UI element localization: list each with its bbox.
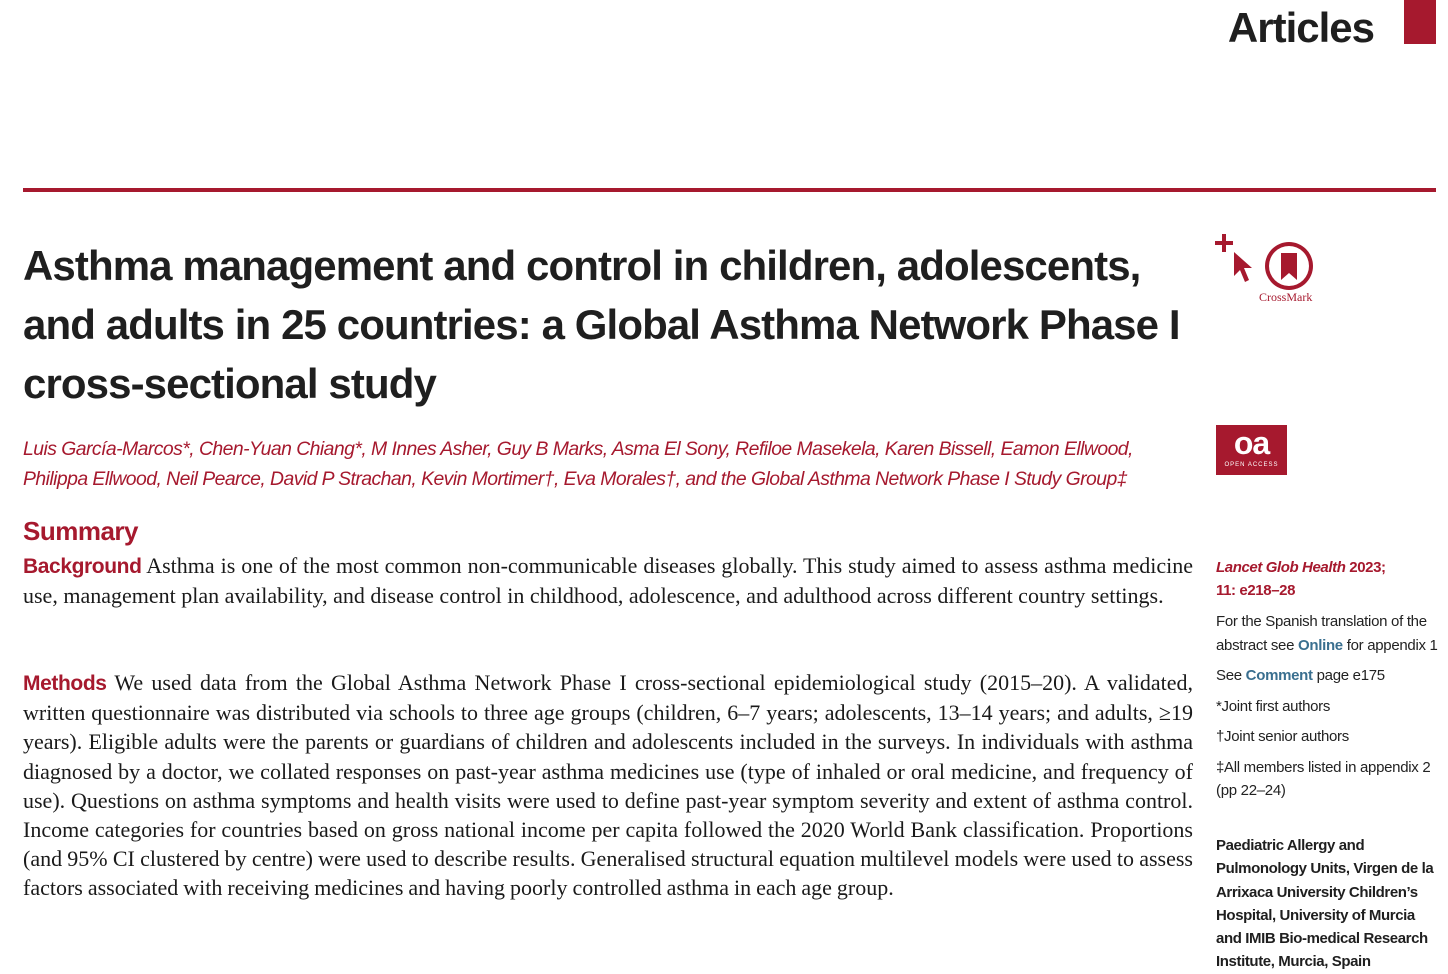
- oa-logo-text: oa: [1233, 425, 1270, 461]
- background-text: Asthma is one of the most common non-communicable diseases globally. This study aimed to assess asthma medicine use, management plan availability, and disease control in childhood, adolescence, and adulthood across different country settings.: [23, 553, 1193, 609]
- corner-accent-block: [1404, 0, 1436, 44]
- header-rule: [23, 188, 1436, 192]
- section-label: Articles: [1227, 4, 1374, 51]
- spanish-translation-note: [1216, 610, 1442, 657]
- spanish-note-text: For the Spanish translation of the abstract see: [1216, 613, 1427, 654]
- online-link[interactable]: Online: [1297, 636, 1343, 654]
- oa-caption: OPEN ACCESS: [1224, 462, 1279, 468]
- background-paragraph: [23, 551, 1193, 610]
- affiliation-text: Paediatric Allergy and Pulmonology Units, Virgen de la Arrixaca University Children’s Hospital, University of Murcia and IMIB Bio-medical Research Institute, Murcia, Spain: [1216, 837, 1434, 971]
- background-label: Background: [23, 555, 142, 578]
- methods-text: We used data from the Global Asthma Network Phase I cross-sectional epidemiological study (2015–20). A validated, written questionnaire was distributed via schools to three age groups (children, 6–7 years; adolescents, 13–14 years; and adults, ≥19 years). Eligible adults were the parents or guardians of children and adolescents included in the surveys. In individuals with asthma diagnosed by a doctor, we collated responses on past-year asthma medicines use (type of inhaled or oral medicine, and frequency of use). Questions on asthma symptoms and health visits were used to define past-year symptom severity and extent of asthma control. Income categories for countries based on gross national income per capita followed the 2020 World Bank classification. Proportions (and 95% CI clustered by centre) were used to describe results. Generalised structural equation multilevel models were used to assess factors associated with receiving medicines and having poorly controlled asthma in each age group.: [23, 670, 1193, 901]
- spanish-note-suffix: for appendix 1: [1342, 636, 1438, 654]
- summary-heading: Summary: [23, 516, 138, 546]
- citation-block: [1216, 556, 1442, 602]
- joint-senior-note: †Joint senior authors: [1216, 728, 1349, 745]
- article-title: Asthma management and control in children, adolescents, and adults in 25 countries: a Global Asthma Network Phase I cross-sectional study: [23, 242, 1180, 407]
- citation-pages: 11: e218–28: [1216, 582, 1296, 599]
- comment-prefix: See: [1216, 667, 1246, 684]
- members-note: ‡All members listed in appendix 2 (pp 22–24): [1216, 758, 1431, 799]
- methods-label: Methods: [23, 672, 107, 695]
- methods-paragraph: [23, 668, 1193, 903]
- crossmark-label[interactable]: CrossMark: [1259, 290, 1313, 304]
- comment-note: [1216, 664, 1442, 688]
- sidebar-notes: [1216, 610, 1442, 810]
- open-access-badge: [1216, 425, 1287, 475]
- author-list: Luis García-Marcos*, Chen-Yuan Chiang*, M Innes Asher, Guy B Marks, Asma El Sony, Refiloe Masekela, Karen Bissell, Eamon Ellwood, Philippa Ellwood, Neil Pearce, David P Strachan, Kevin Mortimer†, Eva Morales†, and the Global Asthma Network Phase I Study Group‡: [23, 438, 1133, 490]
- joint-first-note: *Joint first authors: [1216, 697, 1331, 715]
- comment-suffix: page e175: [1312, 667, 1385, 684]
- citation-journal: Lancet Glob Health: [1216, 559, 1346, 576]
- comment-link[interactable]: Comment: [1245, 667, 1313, 684]
- citation-year: 2023;: [1345, 559, 1386, 576]
